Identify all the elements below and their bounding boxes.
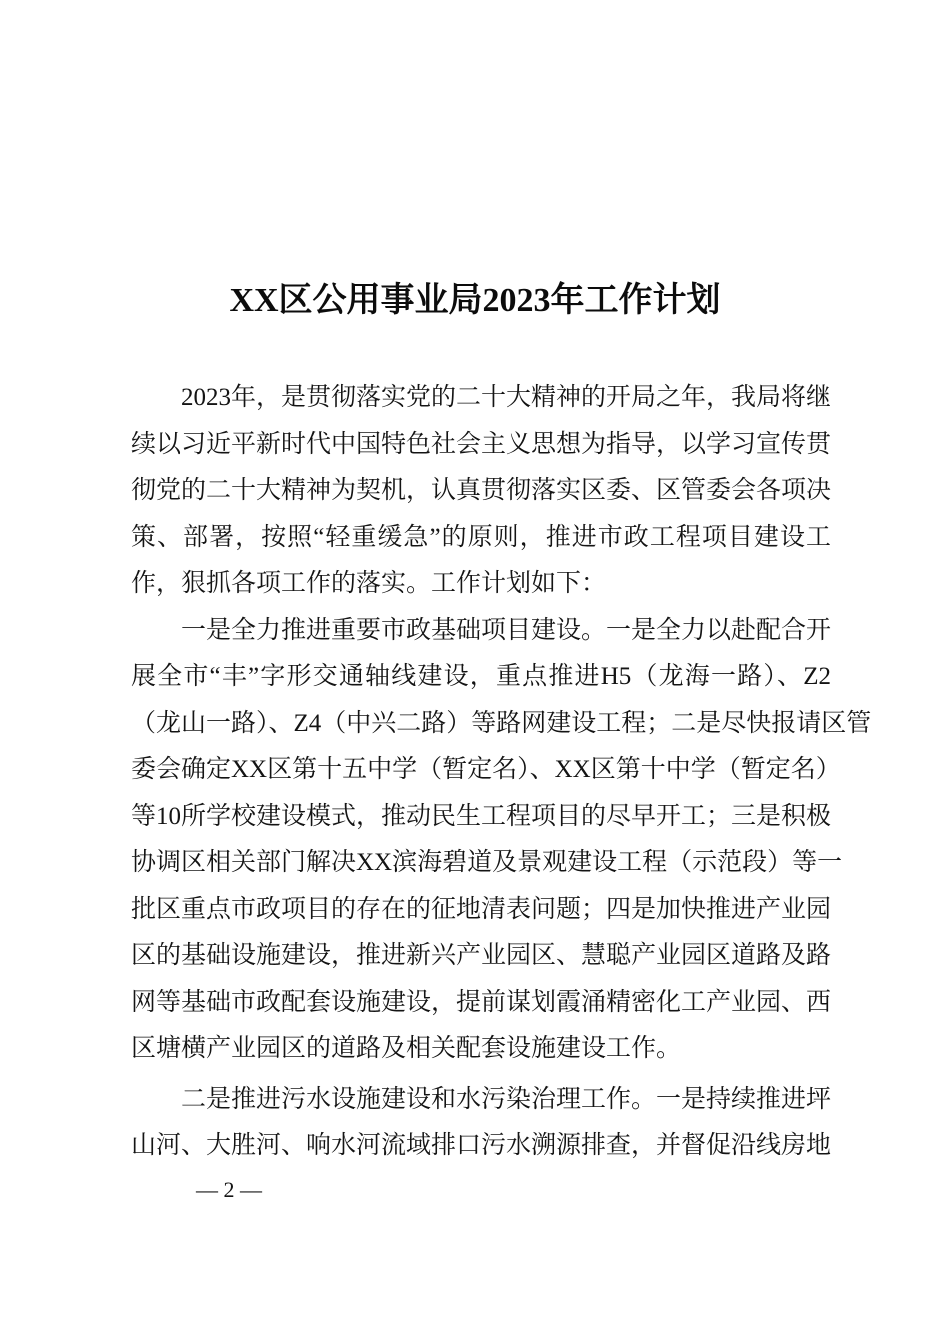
paragraph-2-line-4: 委会确定XX区第十五中学（暂定名）、XX区第十中学（暂定名） [131, 756, 841, 783]
paragraph-2-line-3: （龙山一路）、Z4（中兴二路）等路网建设工程；二是尽快报请区管 [131, 709, 872, 737]
paragraph-2-line-5: 等10所学校建设模式，推动民生工程项目的尽早开工；三是积极 [131, 802, 832, 830]
paragraph-2-line-8: 区的基础设施建设，推进新兴产业园区、慧聪产业园区道路及路 [131, 942, 832, 969]
document-title: XX区公用事业局2023年工作计划 [229, 282, 721, 319]
paragraph-1-line-3: 彻党的二十大精神为契机，认真贯彻落实区委、区管委会各项决 [131, 477, 832, 504]
paragraph-1-line-2: 续以习近平新时代中国特色社会主义思想为指导，以学习宣传贯 [131, 430, 832, 458]
document-body [131, 375, 872, 1170]
paragraph-1-line-4: 策、部署，按照“轻重缓急”的原则，推进市政工程项目建设工 [131, 523, 831, 551]
page-number: — 2 — [196, 1177, 262, 1202]
paragraph-1-line-1: 2023年，是贯彻落实党的二十大精神的开局之年，我局将继 [181, 384, 832, 411]
paragraph-2-line-2: 展全市“丰”字形交通轴线建设，重点推进H5（龙海一路）、Z2 [131, 663, 831, 690]
paragraph-2-line-6: 协调区相关部门解决XX滨海碧道及景观建设工程（示范段）等一 [131, 849, 843, 876]
paragraph-3-line-1: 二是推进污水设施建设和水污染治理工作。一是持续推进坪 [181, 1085, 832, 1113]
paragraph-2-line-10: 区塘横产业园区的道路及相关配套设施建设工作。 [131, 1035, 682, 1062]
paragraph-2-line-9: 网等基础市政配套设施建设，提前谋划霞涌精密化工产业园、西 [131, 988, 832, 1016]
paragraph-2-line-1: 一是全力推进重要市政基础项目建设。一是全力以赴配合开 [181, 616, 832, 644]
paragraph-1-line-5: 作，狠抓各项工作的落实。工作计划如下： [131, 570, 607, 597]
paragraph-3-line-2: 山河、大胜河、响水河流域排口污水溯源排查，并督促沿线房地 [131, 1132, 832, 1159]
paragraph-2-line-7: 批区重点市政项目的存在的征地清表问题；四是加快推进产业园 [131, 895, 832, 923]
